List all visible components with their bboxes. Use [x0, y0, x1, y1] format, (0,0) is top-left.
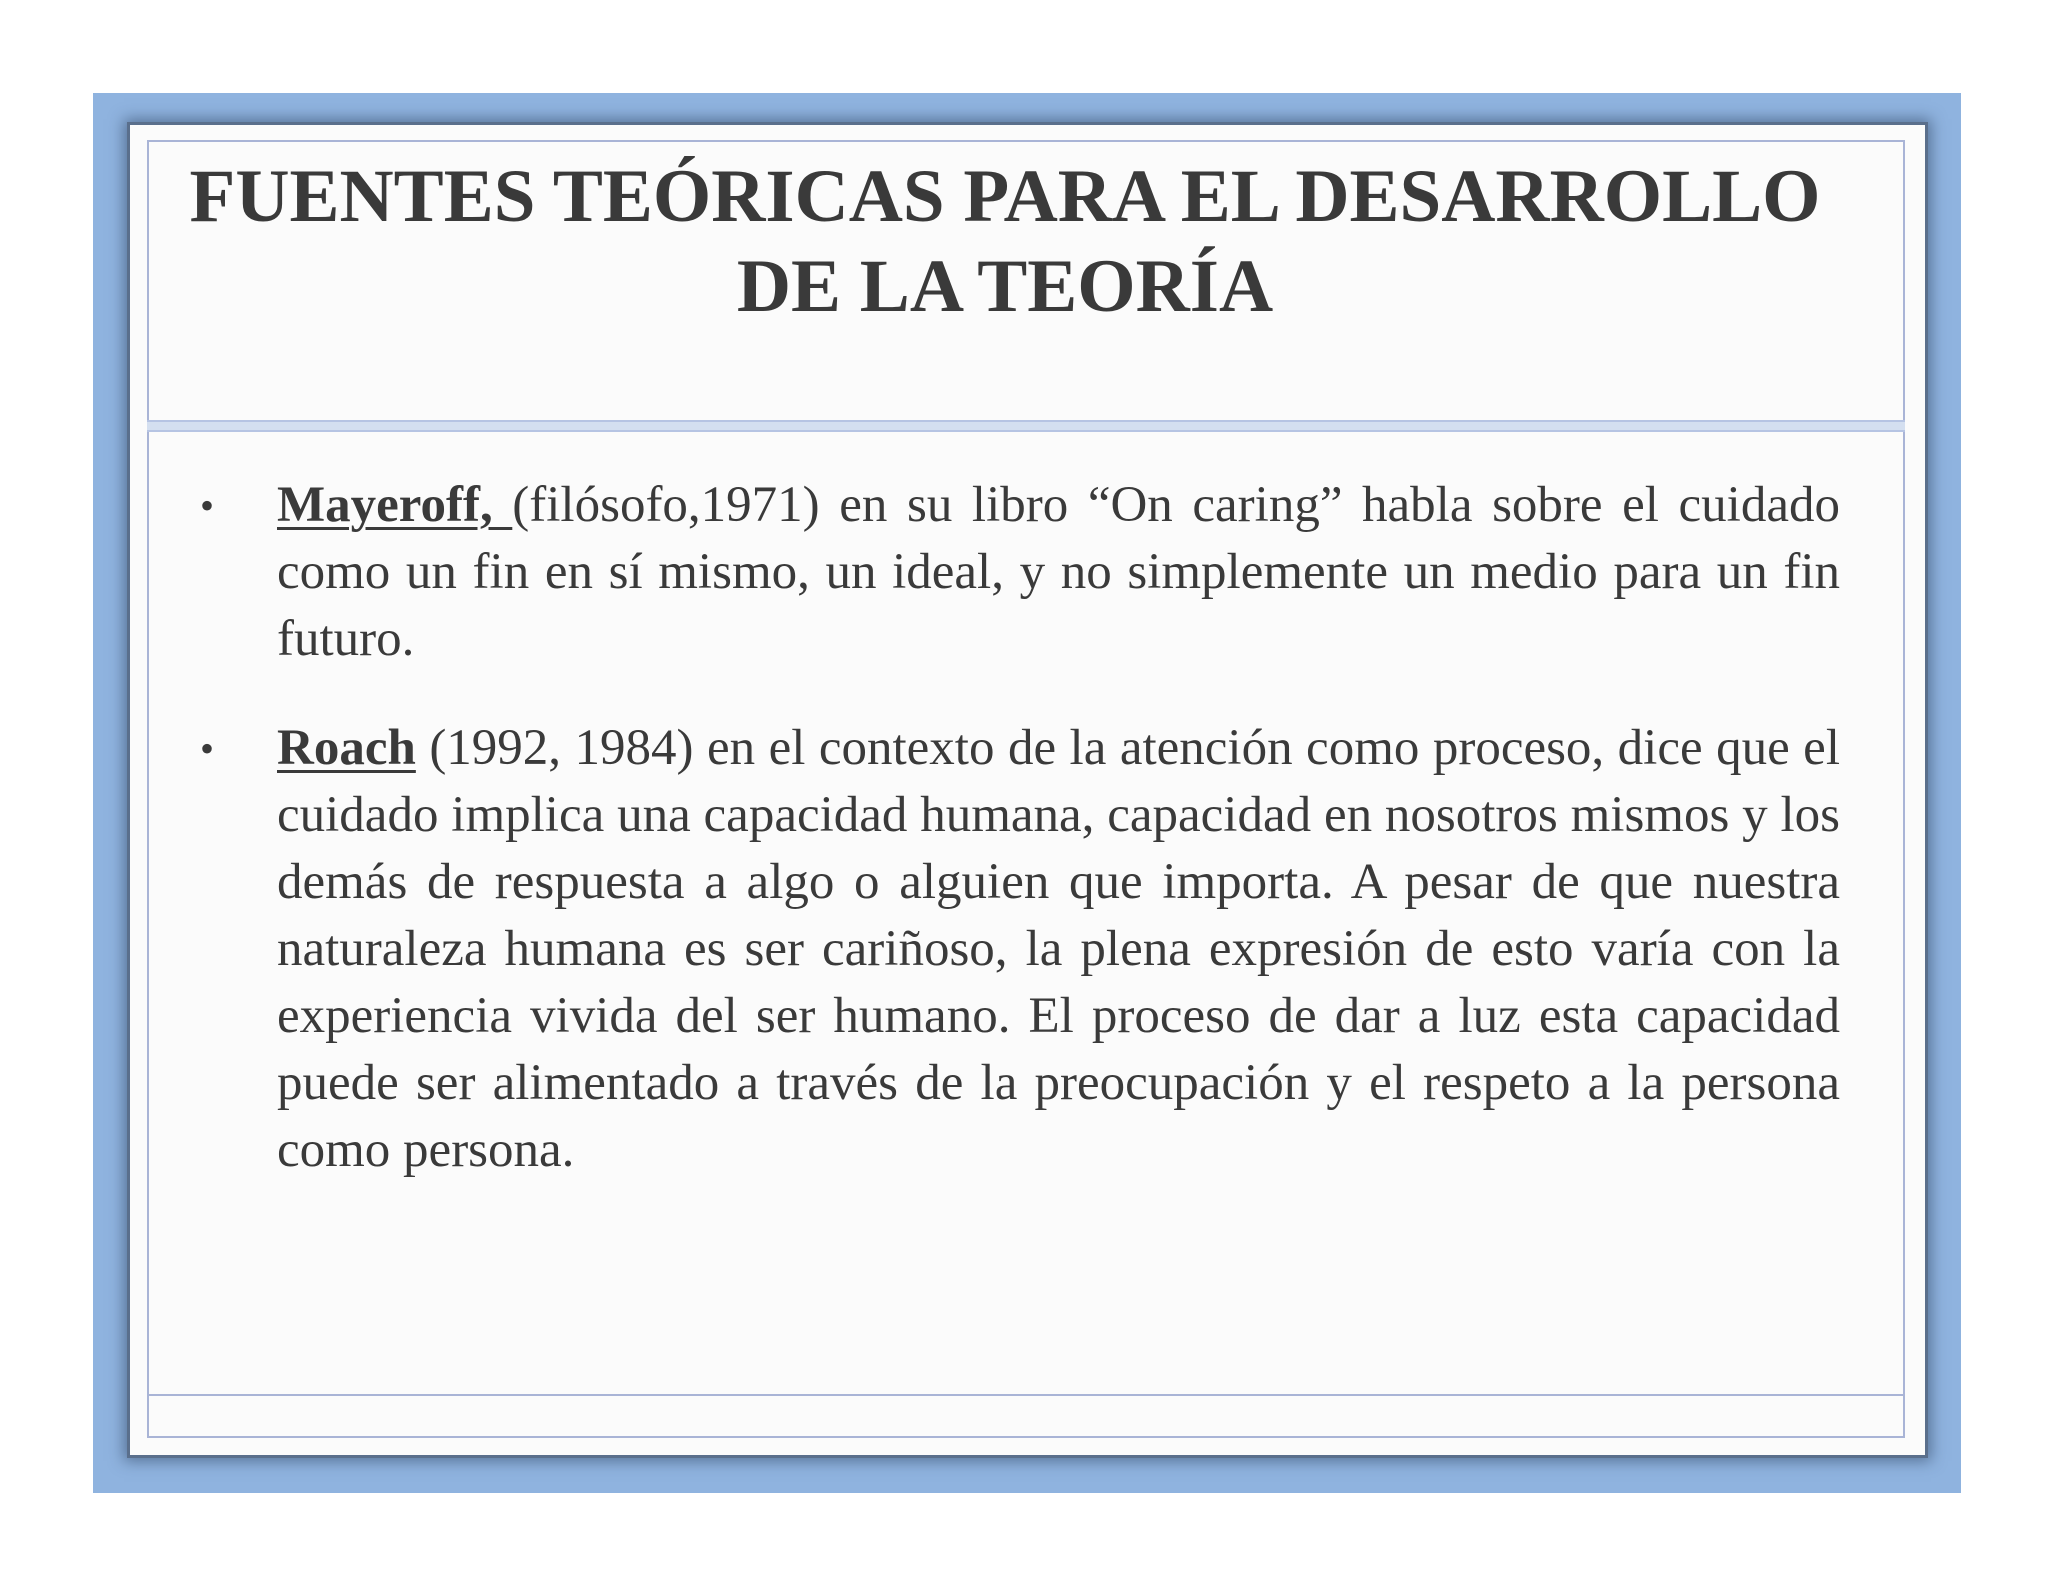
bullet-text: (1992, 1984) en el contexto de la atención como proceso, dice que el cuidado implica una capacidad humana, capacidad en nosotros mismos y los demás de respuesta a algo o alguien que importa. A pesar de que nuestra naturaleza humana es ser cariñoso, la plena expresión de esto varía con la experiencia vivida del ser humano. El proceso de dar a luz esta capacidad puede ser alimentado a través de la preocupación y el respeto a la persona como persona. [277, 720, 1840, 1178]
bullet-text: (filósofo,1971) en su libro “On caring” habla sobre el cuidado como un fin en sí mismo, un ideal, y no simplemente un medio para un fin futuro. [277, 477, 1840, 667]
bullet-item-mayeroff [200, 472, 1840, 673]
footer-divider [147, 1394, 1905, 1396]
bullet-author-name: Mayeroff, [277, 477, 513, 533]
bullet-list [200, 472, 1840, 1226]
title-divider [147, 420, 1905, 432]
bullet-author-name: Roach [277, 720, 416, 776]
bullet-icon: • [200, 483, 215, 528]
slide-title: FUENTES TEÓRICAS PARA EL DESARROLLO DE LA TEORÍA [189, 155, 1821, 328]
bullet-icon: • [200, 726, 215, 771]
bullet-item-roach [200, 715, 1840, 1184]
